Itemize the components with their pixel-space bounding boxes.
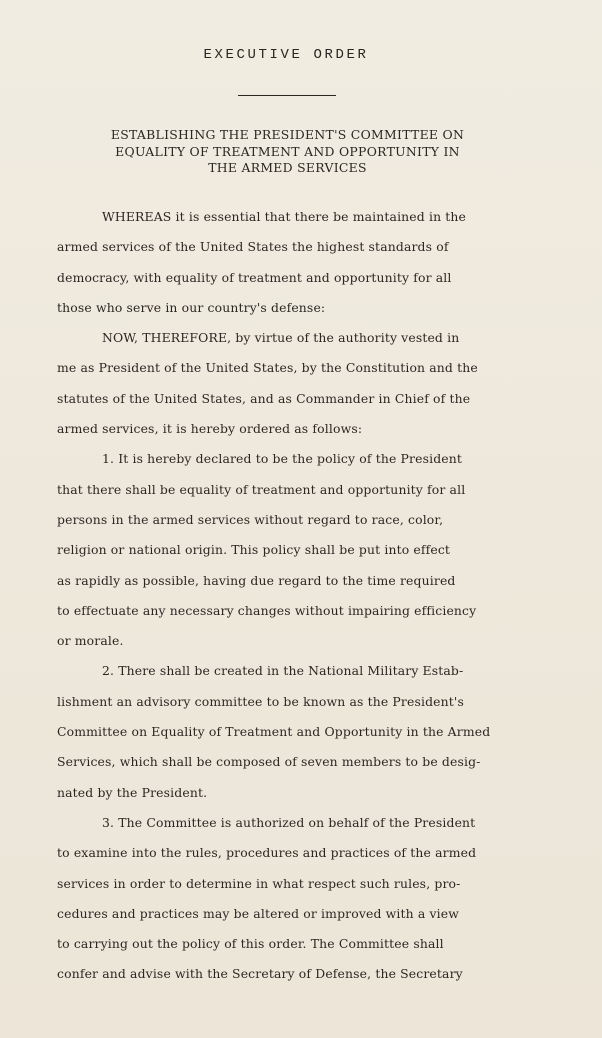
body-line: nated by the President. xyxy=(57,784,208,800)
body-line: to carrying out the policy of this order. The Committee shall xyxy=(57,936,444,952)
body-line: that there shall be equality of treatment and opportunity for all xyxy=(57,481,466,497)
body-line: me as President of the United States, by the Constitution and the xyxy=(57,360,478,376)
body-line: persons in the armed services without regard to race, color, xyxy=(57,511,444,527)
body-line: Committee on Equality of Treatment and Opportunity in the Armed xyxy=(57,724,491,740)
document-title: EXECUTIVE ORDER xyxy=(203,47,369,63)
document-subtitle xyxy=(60,127,515,177)
body-line: to effectuate any necessary changes without impairing efficiency xyxy=(57,602,477,618)
body-line: armed services, it is hereby ordered as follows: xyxy=(57,421,363,437)
subtitle-line: EQUALITY OF TREATMENT AND OPPORTUNITY IN xyxy=(115,143,460,159)
body-line: WHEREAS it is essential that there be maintained in the xyxy=(102,209,467,224)
body-line: services in order to determine in what respect such rules, pro- xyxy=(57,875,461,891)
body-line: 3. The Committee is authorized on behalf of the President xyxy=(102,814,476,830)
body-line: to examine into the rules, procedures and practices of the armed xyxy=(57,845,477,861)
body-line: confer and advise with the Secretary of Defense, the Secretary xyxy=(57,966,463,982)
document-body xyxy=(57,202,557,990)
body-line: Services, which shall be composed of seven members to be desig- xyxy=(57,754,481,770)
body-line: armed services of the United States the highest standards of xyxy=(57,239,449,255)
body-line: statutes of the United States, and as Commander in Chief of the xyxy=(57,390,471,406)
body-line: lishment an advisory committee to be known as the President's xyxy=(57,693,464,709)
title-divider-rule xyxy=(238,95,336,96)
body-line: those who serve in our country's defense: xyxy=(57,299,326,315)
body-line: democracy, with equality of treatment and opportunity for all xyxy=(57,269,452,285)
subtitle-line: ESTABLISHING THE PRESIDENT'S COMMITTEE ON xyxy=(110,127,465,142)
body-line: 1. It is hereby declared to be the policy of the President xyxy=(102,451,463,467)
body-line: NOW, THEREFORE, by virtue of the authority vested in xyxy=(102,330,460,346)
body-line: religion or national origin. This policy shall be put into effect xyxy=(57,542,451,558)
body-line: as rapidly as possible, having due regard to the time required xyxy=(57,572,456,588)
body-line: 2. There shall be created in the National Military Estab- xyxy=(102,663,464,679)
subtitle-line: THE ARMED SERVICES xyxy=(208,160,367,176)
body-line: cedures and practices may be altered or improved with a view xyxy=(57,905,459,921)
body-line: or morale. xyxy=(57,633,124,649)
